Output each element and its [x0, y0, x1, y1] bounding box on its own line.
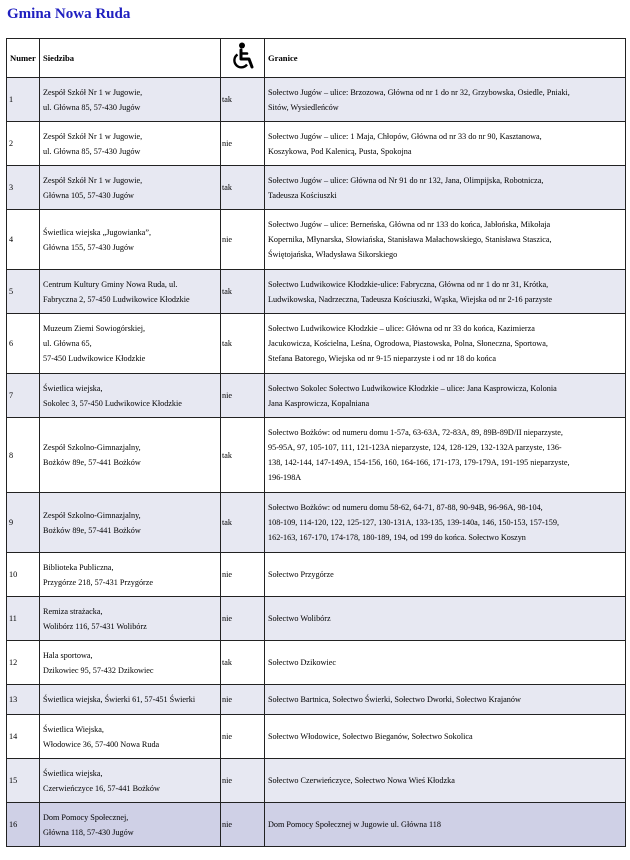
seat-line: Zespół Szkół Nr 1 w Jugowie,: [43, 131, 143, 141]
bounds-line: Sołectwo Jugów – ulice: Brzozowa, Główna od nr 1 do nr 32, Grzybowska, Osiedle, Pniaki,: [268, 87, 570, 97]
row-bounds: [265, 418, 626, 493]
row-bounds: [265, 374, 626, 418]
seat-line: Bożków 89e, 57-441 Bożków: [43, 458, 141, 467]
row-accessibility: tak: [221, 493, 265, 553]
table-row: [7, 759, 626, 803]
seat-line: ul. Główna 65,: [43, 339, 92, 348]
row-number: 3: [7, 166, 40, 210]
seat-line: Główna 155, 57-430 Jugów: [43, 242, 134, 252]
seat-line: Świetlica wiejska,: [43, 383, 103, 393]
row-number: 10: [7, 553, 40, 597]
seat-line: Świetlica Wiejska,: [43, 724, 104, 734]
seat-line: Centrum Kultury Gminy Nowa Ruda, ul.: [43, 279, 178, 289]
row-bounds: [265, 210, 626, 270]
row-accessibility: nie: [221, 597, 265, 641]
row-bounds: [265, 597, 626, 641]
row-number: 7: [7, 374, 40, 418]
header-seat: Siedziba: [40, 39, 221, 78]
bounds-line: Jacukowicza, Kościelna, Leśna, Ogrodowa, Piastowska, Polna, Słoneczna, Sportowa,: [268, 339, 548, 348]
table-row: [7, 803, 626, 847]
polling-districts-table: [6, 38, 626, 847]
row-seat: [40, 493, 221, 553]
row-accessibility: nie: [221, 553, 265, 597]
bounds-line: Sołectwo Jugów – ulice: 1 Maja, Chłopów, Główna od nr 33 do nr 90, Kasztanowa,: [268, 131, 542, 141]
row-accessibility: nie: [221, 715, 265, 759]
wheelchair-icon: [230, 42, 256, 75]
bounds-line: Sołectwo Ludwikowice Kłodzkie – ulice: Główna od nr 33 do końca, Kazimierza: [268, 324, 535, 333]
row-seat: [40, 553, 221, 597]
row-number: 13: [7, 685, 40, 715]
row-bounds: [265, 78, 626, 122]
bounds-line: Sołectwo Bożków: od numeru domu 1-57a, 63-63A, 72-83A, 89, 89B-89D/II nieparzyste,: [268, 428, 563, 437]
bounds-line: 196-198A: [268, 473, 302, 482]
row-seat: [40, 374, 221, 418]
seat-line: Czerwieńczyce 16, 57-441 Bożków: [43, 783, 160, 793]
bounds-line: Stefana Batorego, Wiejska od nr 9-15 nieparzyste i od nr 18 do końca: [268, 354, 497, 363]
header-bounds: Granice: [265, 39, 626, 78]
seat-line: Zespół Szkolno-Gimnazjalny,: [43, 510, 141, 520]
bounds-line: Jana Kasprowicza, Kopalniana: [268, 398, 370, 408]
row-number: 9: [7, 493, 40, 553]
row-bounds: [265, 715, 626, 759]
row-seat: [40, 715, 221, 759]
row-number: 11: [7, 597, 40, 641]
seat-line: Świetlica wiejska, Świerki 61, 57-451 Świerki: [43, 695, 196, 704]
row-accessibility: tak: [221, 78, 265, 122]
bounds-line: Kopernika, Młynarska, Słowiańska, Stanisława Małachowskiego, Stanisława Staszica,: [268, 235, 552, 244]
seat-line: Świetlica wiejska,: [43, 768, 103, 778]
row-seat: [40, 270, 221, 314]
row-accessibility: nie: [221, 122, 265, 166]
row-accessibility: nie: [221, 759, 265, 803]
bounds-line: Sołectwo Sokolec Sołectwo Ludwikowice Kłodzkie – ulice: Jana Kasprowicza, Kolonia: [268, 383, 557, 393]
row-accessibility: tak: [221, 270, 265, 314]
bounds-line: Sołectwo Czerwieńczyce, Sołectwo Nowa Wieś Kłodzka: [268, 776, 455, 785]
row-seat: [40, 166, 221, 210]
row-number: 5: [7, 270, 40, 314]
seat-line: Muzeum Ziemi Sowiogórskiej,: [43, 324, 146, 333]
table-row: [7, 641, 626, 685]
bounds-line: Sołectwo Przygórze: [268, 570, 334, 579]
bounds-line: 138, 142-144, 147-149A, 154-156, 160, 164-166, 171-173, 179-179A, 191-195 nieparzyste,: [268, 458, 570, 467]
seat-line: Remiza strażacka,: [43, 606, 103, 616]
seat-line: Bożków 89e, 57-441 Bożków: [43, 525, 141, 535]
row-bounds: [265, 685, 626, 715]
table-row: [7, 553, 626, 597]
table-row: [7, 210, 626, 270]
seat-line: Biblioteka Publiczna,: [43, 562, 114, 572]
row-bounds: [265, 270, 626, 314]
seat-line: 57-450 Ludwikowice Kłodzkie: [43, 354, 146, 363]
table-row: [7, 418, 626, 493]
table-row: [7, 166, 626, 210]
row-seat: [40, 314, 221, 374]
seat-line: Wolibórz 116, 57-431 Wolibórz: [43, 621, 147, 631]
table-header-row: [7, 39, 626, 78]
table-row: [7, 597, 626, 641]
header-number: Numer: [7, 39, 40, 78]
row-seat: [40, 641, 221, 685]
row-accessibility: nie: [221, 803, 265, 847]
bounds-line: Dom Pomocy Społecznej w Jugowie ul. Główna 118: [268, 820, 441, 829]
row-seat: [40, 122, 221, 166]
row-bounds: [265, 759, 626, 803]
seat-line: Fabryczna 2, 57-450 Ludwikowice Kłodzkie: [43, 294, 190, 304]
row-number: 14: [7, 715, 40, 759]
row-bounds: [265, 493, 626, 553]
row-number: 4: [7, 210, 40, 270]
table-row: [7, 493, 626, 553]
row-bounds: [265, 314, 626, 374]
row-accessibility: nie: [221, 374, 265, 418]
row-bounds: [265, 553, 626, 597]
seat-line: Sokolec 3, 57-450 Ludwikowice Kłodzkie: [43, 398, 182, 408]
row-accessibility: nie: [221, 685, 265, 715]
row-number: 1: [7, 78, 40, 122]
row-bounds: [265, 641, 626, 685]
table-row: [7, 78, 626, 122]
row-bounds: [265, 803, 626, 847]
bounds-line: Świętojańska, Władysława Sikorskiego: [268, 250, 398, 259]
row-number: 15: [7, 759, 40, 803]
bounds-line: Sołectwo Ludwikowice Kłodzkie-ulice: Fabryczna, Główna od nr 1 do nr 31, Krótka,: [268, 279, 549, 289]
seat-line: Przygórze 218, 57-431 Przygórze: [43, 577, 154, 587]
table-row: [7, 270, 626, 314]
table-row: [7, 122, 626, 166]
seat-line: Świetlica wiejska „Jugowianka”,: [43, 227, 151, 237]
row-seat: [40, 210, 221, 270]
table-row: [7, 715, 626, 759]
bounds-line: Koszykowa, Pod Kalenicą, Pusta, Spokojna: [268, 146, 412, 156]
bounds-line: 162-163, 167-170, 174-178, 180-189, 194, od 199 do końca. Sołectwo Koszyn: [268, 533, 526, 542]
header-accessibility: [221, 39, 265, 78]
row-accessibility: tak: [221, 314, 265, 374]
seat-line: Główna 118, 57-430 Jugów: [43, 827, 134, 837]
row-seat: [40, 759, 221, 803]
row-number: 16: [7, 803, 40, 847]
row-accessibility: nie: [221, 210, 265, 270]
row-number: 8: [7, 418, 40, 493]
seat-line: Zespół Szkół Nr 1 w Jugowie,: [43, 175, 143, 185]
seat-line: ul. Główna 85, 57-430 Jugów: [43, 102, 141, 112]
table-row: [7, 685, 626, 715]
bounds-line: Tadeusza Kościuszki: [268, 190, 337, 200]
seat-line: ul. Główna 85, 57-430 Jugów: [43, 146, 141, 156]
bounds-line: Ludwikowska, Nadrzeczna, Tadeusza Kościuszki, Wąska, Wiejska od nr 2-16 parzyste: [268, 294, 552, 304]
row-seat: [40, 803, 221, 847]
seat-line: Zespół Szkół Nr 1 w Jugowie,: [43, 87, 143, 97]
bounds-line: 95-95A, 97, 105-107, 111, 121-123A nieparzyste, 124, 128-129, 132-132A parzyste, 136-: [268, 443, 562, 452]
row-number: 12: [7, 641, 40, 685]
seat-line: Główna 105, 57-430 Jugów: [43, 190, 134, 200]
bounds-line: Sołectwo Bartnica, Sołectwo Świerki, Sołectwo Dworki, Sołectwo Krajanów: [268, 695, 521, 704]
bounds-line: 108-109, 114-120, 122, 125-127, 130-131A, 133-135, 139-140a, 146, 150-153, 157-159,: [268, 518, 560, 527]
page-title: Gmina Nowa Ruda: [7, 6, 131, 22]
row-bounds: [265, 122, 626, 166]
seat-line: Włodowice 36, 57-400 Nowa Ruda: [43, 739, 160, 749]
bounds-line: Sitów, Wysiedleńców: [268, 102, 339, 112]
bounds-line: Sołectwo Jugów – ulice: Główna od Nr 91 do nr 132, Jana, Olimpijska, Robotnicza,: [268, 175, 544, 185]
row-accessibility: tak: [221, 641, 265, 685]
bounds-line: Sołectwo Włodowice, Sołectwo Bieganów, Sołectwo Sokolica: [268, 732, 473, 741]
row-accessibility: tak: [221, 418, 265, 493]
seat-line: Dzikowiec 95, 57-432 Dzikowiec: [43, 665, 154, 675]
seat-line: Dom Pomocy Społecznej,: [43, 812, 129, 822]
bounds-line: Sołectwo Wolibórz: [268, 614, 331, 623]
row-number: 6: [7, 314, 40, 374]
bounds-line: Sołectwo Bożków: od numeru domu 58-62, 64-71, 87-88, 90-94B, 96-96A, 98-104,: [268, 503, 543, 512]
row-seat: [40, 418, 221, 493]
row-seat: [40, 78, 221, 122]
row-seat: [40, 685, 221, 715]
row-number: 2: [7, 122, 40, 166]
row-bounds: [265, 166, 626, 210]
bounds-line: Sołectwo Dzikowiec: [268, 658, 336, 667]
seat-line: Hala sportowa,: [43, 650, 93, 660]
table-row: [7, 314, 626, 374]
row-seat: [40, 597, 221, 641]
table-row: [7, 374, 626, 418]
seat-line: Zespół Szkolno-Gimnazjalny,: [43, 443, 141, 452]
row-accessibility: tak: [221, 166, 265, 210]
bounds-line: Sołectwo Jugów – ulice: Berneńska, Główna od nr 133 do końca, Jabłońska, Mikołaja: [268, 220, 551, 229]
